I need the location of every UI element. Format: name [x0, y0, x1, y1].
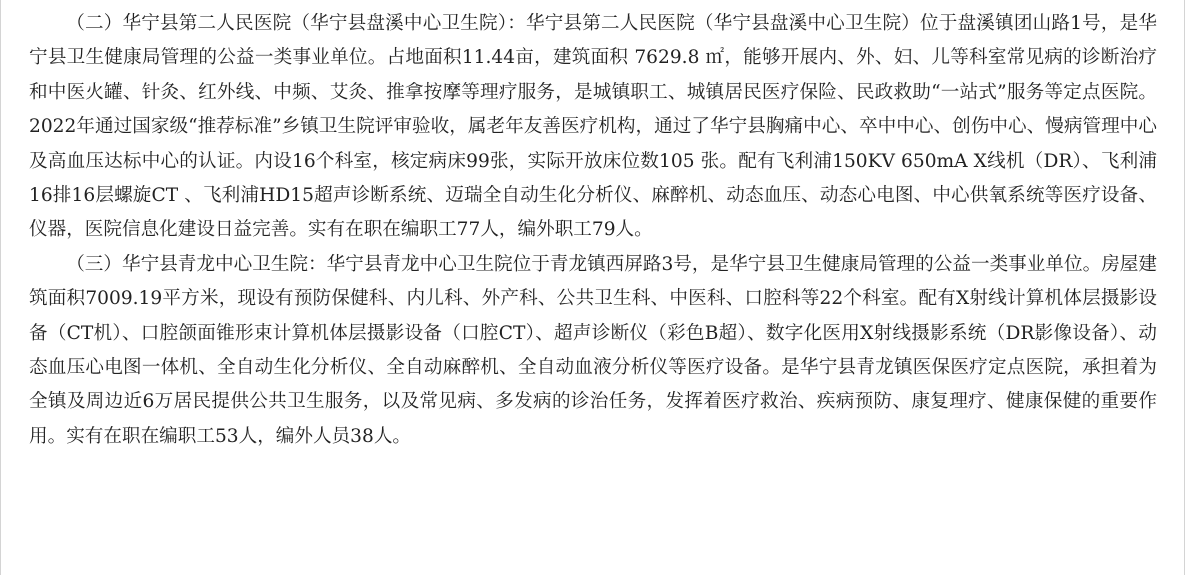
article-body	[29, 7, 1157, 454]
paragraph-qinglong-health-center: （三）华宁县青龙中心卫生院：华宁县青龙中心卫生院位于青龙镇西屏路3号，是华宁县卫生健康局管理的公益一类事业单位。房屋建筑面积7009.19平方米，现设有预防保健科、内儿科、外产科、公共卫生科、中医科、口腔科等22个科室。配有X射线计算机体层摄影设备（CT机）、口腔颌面锥形束计算机体层摄影设备（口腔CT）、超声诊断仪（彩色B超）、数字化医用X射线摄影系统（DR影像设备）、动态血压心电图一体机、全自动生化分析仪、全自动麻醉机、全自动血液分析仪等医疗设备。是华宁县青龙镇医保医疗定点医院，承担着为全镇及周边近6万居民提供公共卫生服务，以及常见病、多发病的诊治任务，发挥着医疗救治、疾病预防、康复理疗、健康保健的重要作用。实有在职在编职工53人，编外人员38人。	[29, 253, 1157, 447]
paragraph-second-peoples-hospital: （二）华宁县第二人民医院（华宁县盘溪中心卫生院）：华宁县第二人民医院（华宁县盘溪中心卫生院）位于盘溪镇团山路1号，是华宁县卫生健康局管理的公益一类事业单位。占地面积11.44亩，建筑面积 7629.8 ㎡，能够开展内、外、妇、儿等科室常见病的诊断治疗和中医火罐、针灸、红外线、中频、艾灸、推拿按摩等理疗服务，是城镇职工、城镇居民医疗保险、民政救助“一站式”服务等定点医院。2022年通过国家级“推荐标准”乡镇卫生院评审验收，属老年友善医疗机构，通过了华宁县胸痛中心、卒中中心、创伤中心、慢病管理中心及高血压达标中心的认证。内设16个科室，核定病床99张，实际开放床位数105 张。配有飞利浦150KV 650mA X线机（DR）、飞利浦16排16层螺旋CT 、飞利浦HD15超声诊断系统、迈瑞全自动生化分析仪、麻醉机、动态血压、动态心电图、中心供氧系统等医疗设备、仪器，医院信息化建设日益完善。实有在职在编职工77人，编外职工79人。	[29, 13, 1157, 241]
